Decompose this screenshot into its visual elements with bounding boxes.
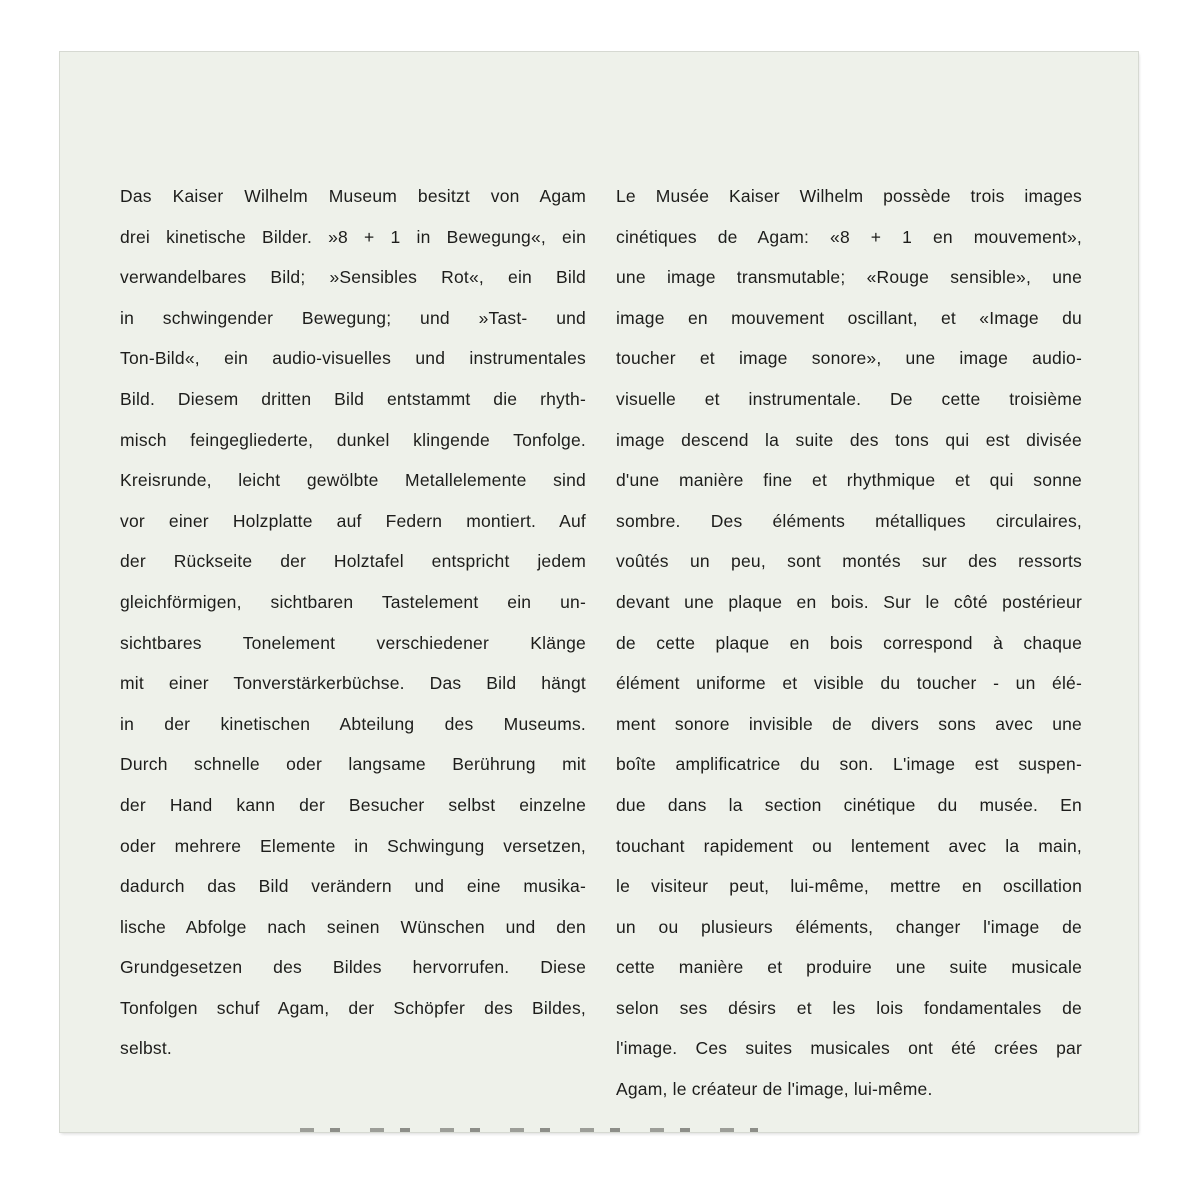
german-text-line: sichtbares Tonelement verschiedener Klänge bbox=[120, 632, 586, 653]
french-text-column bbox=[616, 176, 1082, 1110]
record-sleeve-page bbox=[60, 52, 1138, 1132]
german-text-line: Das Kaiser Wilhelm Museum besitzt von Agam bbox=[120, 186, 586, 206]
french-text-line: sombre. Des éléments métalliques circulaires, bbox=[616, 510, 1082, 531]
french-text-line: cinétiques de Agam: «8 + 1 en mouvement», bbox=[616, 226, 1082, 247]
french-text-line: un ou plusieurs éléments, changer l'image de bbox=[616, 916, 1082, 937]
german-text-line: Ton-Bild«, ein audio-visuelles und instrumentales bbox=[120, 348, 586, 369]
french-text-line: de cette plaque en bois correspond à chaque bbox=[616, 632, 1082, 653]
french-text-line: image descend la suite des tons qui est divisée bbox=[616, 429, 1082, 450]
french-text-line: image en mouvement oscillant, et «Image du bbox=[616, 307, 1082, 328]
german-text-line: Kreisrunde, leicht gewölbte Metallelemente sind bbox=[120, 470, 586, 491]
french-text-line: le visiteur peut, lui-même, mettre en oscillation bbox=[616, 876, 1082, 897]
german-text-line: in der kinetischen Abteilung des Museums. bbox=[120, 713, 586, 734]
german-text-line: selbst. bbox=[120, 1038, 172, 1059]
french-text-line: voûtés un peu, sont montés sur des ressorts bbox=[616, 551, 1082, 572]
german-text-line: oder mehrere Elemente in Schwingung versetzen, bbox=[120, 835, 586, 856]
french-text-line: ment sonore invisible de divers sons avec une bbox=[616, 713, 1082, 734]
german-text-line: der Rückseite der Holztafel entspricht jedem bbox=[120, 551, 586, 572]
french-text-line: touchant rapidement ou lentement avec la main, bbox=[616, 835, 1082, 856]
german-text-line: Bild. Diesem dritten Bild entstammt die rhyth- bbox=[120, 388, 586, 409]
french-text-line: une image transmutable; «Rouge sensible», une bbox=[616, 267, 1082, 288]
german-text-line: misch feingegliederte, dunkel klingende Tonfolge. bbox=[120, 429, 586, 450]
german-text-line: verwandelbares Bild; »Sensibles Rot«, ein Bild bbox=[120, 267, 586, 288]
french-text-line: cette manière et produire une suite musicale bbox=[616, 957, 1082, 978]
french-text-line: Le Musée Kaiser Wilhelm possède trois images bbox=[616, 186, 1082, 206]
french-text-line: devant une plaque en bois. Sur le côté postérieur bbox=[616, 591, 1082, 612]
german-text-line: Durch schnelle oder langsame Berührung mit bbox=[120, 754, 586, 775]
french-text-line: selon ses désirs et les lois fondamentales de bbox=[616, 997, 1082, 1018]
french-text-line: visuelle et instrumentale. De cette troisième bbox=[616, 388, 1082, 409]
french-text-line: toucher et image sonore», une image audio- bbox=[616, 348, 1082, 369]
french-text-line: élément uniforme et visible du toucher - un élé- bbox=[616, 673, 1082, 694]
german-text-line: gleichförmigen, sichtbaren Tastelement ein un- bbox=[120, 591, 586, 612]
french-text-line: boîte amplificatrice du son. L'image est suspen- bbox=[616, 754, 1082, 775]
french-text-line: l'image. Ces suites musicales ont été crées par bbox=[616, 1038, 1082, 1059]
german-text-line: der Hand kann der Besucher selbst einzelne bbox=[120, 794, 586, 815]
german-text-line: lische Abfolge nach seinen Wünschen und den bbox=[120, 916, 586, 937]
german-text-line: Tonfolgen schuf Agam, der Schöpfer des Bildes, bbox=[120, 997, 586, 1018]
french-text-line: d'une manière fine et rhythmique et qui sonne bbox=[616, 470, 1082, 491]
german-text-line: vor einer Holzplatte auf Federn montiert. Auf bbox=[120, 510, 586, 531]
german-text-line: Grundgesetzen des Bildes hervorrufen. Diese bbox=[120, 957, 586, 978]
german-text-line: drei kinetische Bilder. »8 + 1 in Bewegung«, ein bbox=[120, 226, 586, 247]
german-text-line: dadurch das Bild verändern und eine musika- bbox=[120, 876, 586, 897]
german-text-column bbox=[120, 176, 586, 1069]
german-text-line: in schwingender Bewegung; und »Tast- und bbox=[120, 307, 586, 328]
french-text-line: due dans la section cinétique du musée. En bbox=[616, 794, 1082, 815]
french-text-line: Agam, le créateur de l'image, lui-même. bbox=[616, 1079, 933, 1100]
german-text-line: mit einer Tonverstärkerbüchse. Das Bild hängt bbox=[120, 673, 586, 694]
